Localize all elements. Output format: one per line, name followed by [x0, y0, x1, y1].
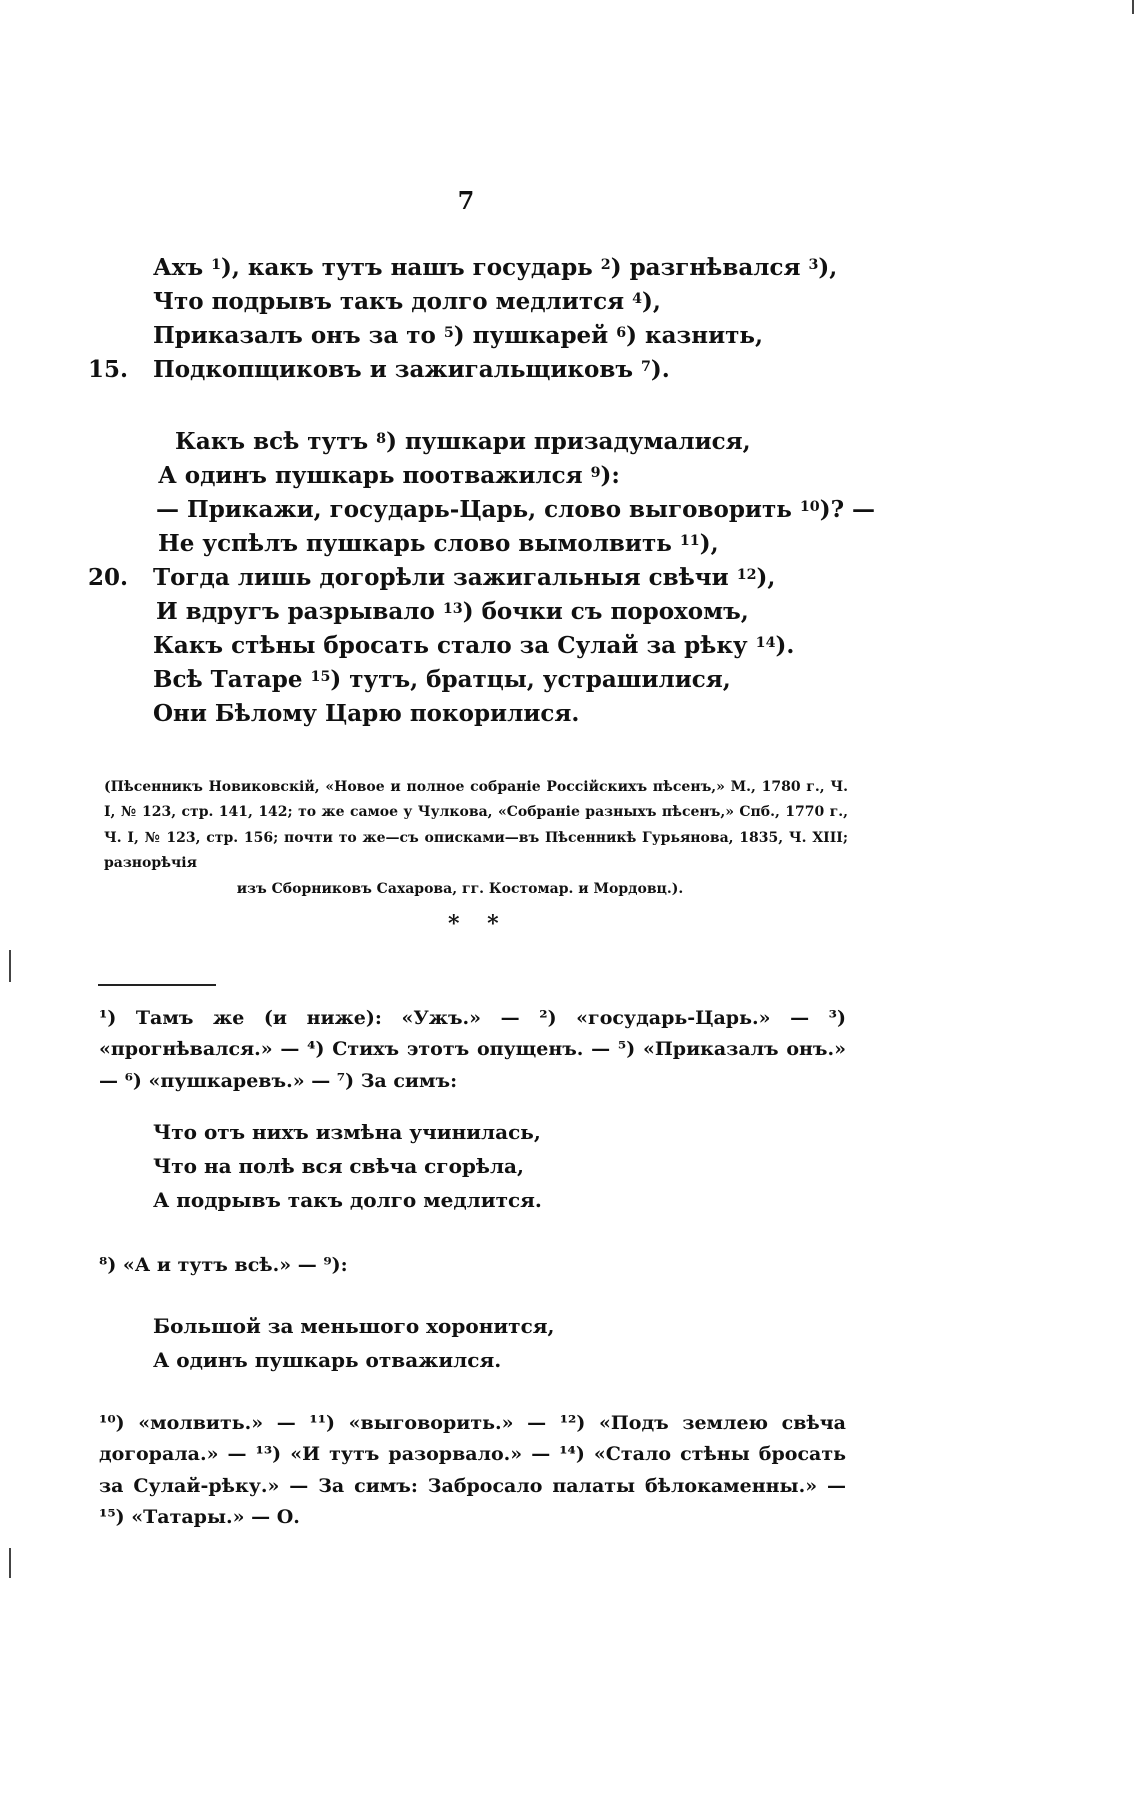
verse-line: Приказалъ онъ за то $^5$) пушкарей $^6$) казнить,	[153, 322, 763, 349]
verse-line: Какъ стѣны бросать стало за Сулай за рѣку $^{14}$).	[153, 632, 795, 659]
footnote-marker: 9	[590, 464, 601, 481]
footnote-marker: 12	[736, 566, 757, 583]
source-citation	[104, 775, 848, 902]
quoted-variant-line: Что на полѣ вся свѣча сгорѣла,	[153, 1154, 524, 1178]
quoted-variant-line: Большой за меньшого хоронится,	[153, 1314, 555, 1338]
footnote-marker: 11	[679, 532, 700, 549]
footnote-marker: 8	[376, 430, 387, 447]
source-citation-last-line: изъ Сборниковъ Сахарова, гг. Костомар. и Мордовц.).	[236, 880, 684, 897]
footnote-marker: 14	[755, 634, 776, 651]
footnote-marker: 10	[799, 498, 820, 515]
verse-line: И вдругъ разрывало $^{13}$) бочки съ порохомъ,	[156, 598, 749, 625]
footnote-marker: 15	[310, 668, 331, 685]
footnote-marker: 5	[443, 324, 454, 341]
footnote-block-3: ¹⁰) «молвить.» — ¹¹) «выговорить.» — ¹²) «Подъ землею свѣча догорала.» — ¹³) «И тутъ разорвало.» — ¹⁴) «Стало стѣны бросать за Сулай-рѣку.» — За симъ: Забросало палаты бѣлокаменны.» — ¹⁵) «Татары.» — О.	[99, 1412, 846, 1529]
verse-line: Какъ всѣ тутъ $^8$) пушкари призадумалися,	[175, 428, 751, 455]
footnote-marker: 13	[442, 600, 463, 617]
source-citation-body: (Пѣсенникъ Новиковскій, «Новое и полное собраніе Россійскихъ пѣсенъ,» М., 1780 г., Ч. I, № 123, стр. 141, 142; то же самое у Чулкова, «Собраніе разныхъ пѣсенъ,» Спб., 1770 г., Ч. I, № 123, стр. 156; почти то же—съ описками—въ Пѣсенникѣ Гурьянова, 1835, Ч. XIII; разнорѣчія	[104, 779, 848, 872]
line-number: 20.	[88, 564, 129, 591]
verse-line: Они Бѣлому Царю покорилися.	[153, 700, 580, 727]
verse-line: Что подрывъ такъ долго медлится $^4$),	[153, 288, 661, 315]
verse-line: Всѣ Татаре $^{15}$) тутъ, братцы, устрашилися,	[153, 666, 731, 693]
scan-margin-mark	[9, 1548, 11, 1578]
footnote-marker: 7	[641, 358, 651, 375]
footnote-block-2: ⁸) «А и тутъ всѣ.» — ⁹):	[99, 1254, 348, 1276]
verse-line: Не успѣлъ пушкарь слово вымолвить $^{11}$),	[158, 530, 719, 557]
footnote-marker: 6	[616, 324, 627, 341]
footnote-block-1: ¹) Тамъ же (и ниже): «Ужъ.» — ²) «государь-Царь.» — ³) «прогнѣвался.» — ⁴) Стихъ этотъ опущенъ. — ⁵) «Приказалъ онъ.» — ⁶) «пушкаревъ.» — ⁷) За симъ:	[99, 1007, 846, 1092]
section-separator: * *	[448, 911, 509, 937]
verse-line: Подкопщиковъ и зажигальщиковъ $^7$).	[153, 356, 670, 383]
scan-margin-mark	[9, 950, 11, 982]
footnote-rule	[98, 984, 216, 986]
quoted-variant-line: А одинъ пушкарь отважился.	[153, 1348, 502, 1372]
scan-margin-mark	[1132, 0, 1134, 14]
footnote-marker: 1	[211, 256, 222, 273]
quoted-variant-line: Что отъ нихъ измѣна учинилась,	[153, 1120, 541, 1144]
footnote-marker: 4	[632, 290, 643, 307]
verse-line: Тогда лишь догорѣли зажигальныя свѣчи $^{12}$),	[153, 564, 776, 591]
footnote-marker: 2	[600, 256, 611, 273]
quoted-variant-line: А подрывъ такъ долго медлится.	[153, 1188, 542, 1212]
footnote-marker: 3	[808, 256, 819, 273]
page-number: 7	[457, 186, 475, 215]
verse-line: — Прикажи, государь-Царь, слово выговорить $^{10}$)? —	[156, 496, 876, 523]
verse-line: А одинъ пушкарь поотважился $^9$):	[158, 462, 620, 489]
line-number: 15.	[88, 356, 129, 383]
verse-line: Ахъ $^1$), какъ тутъ нашъ государь $^2$) разгнѣвался $^3$),	[153, 254, 838, 281]
